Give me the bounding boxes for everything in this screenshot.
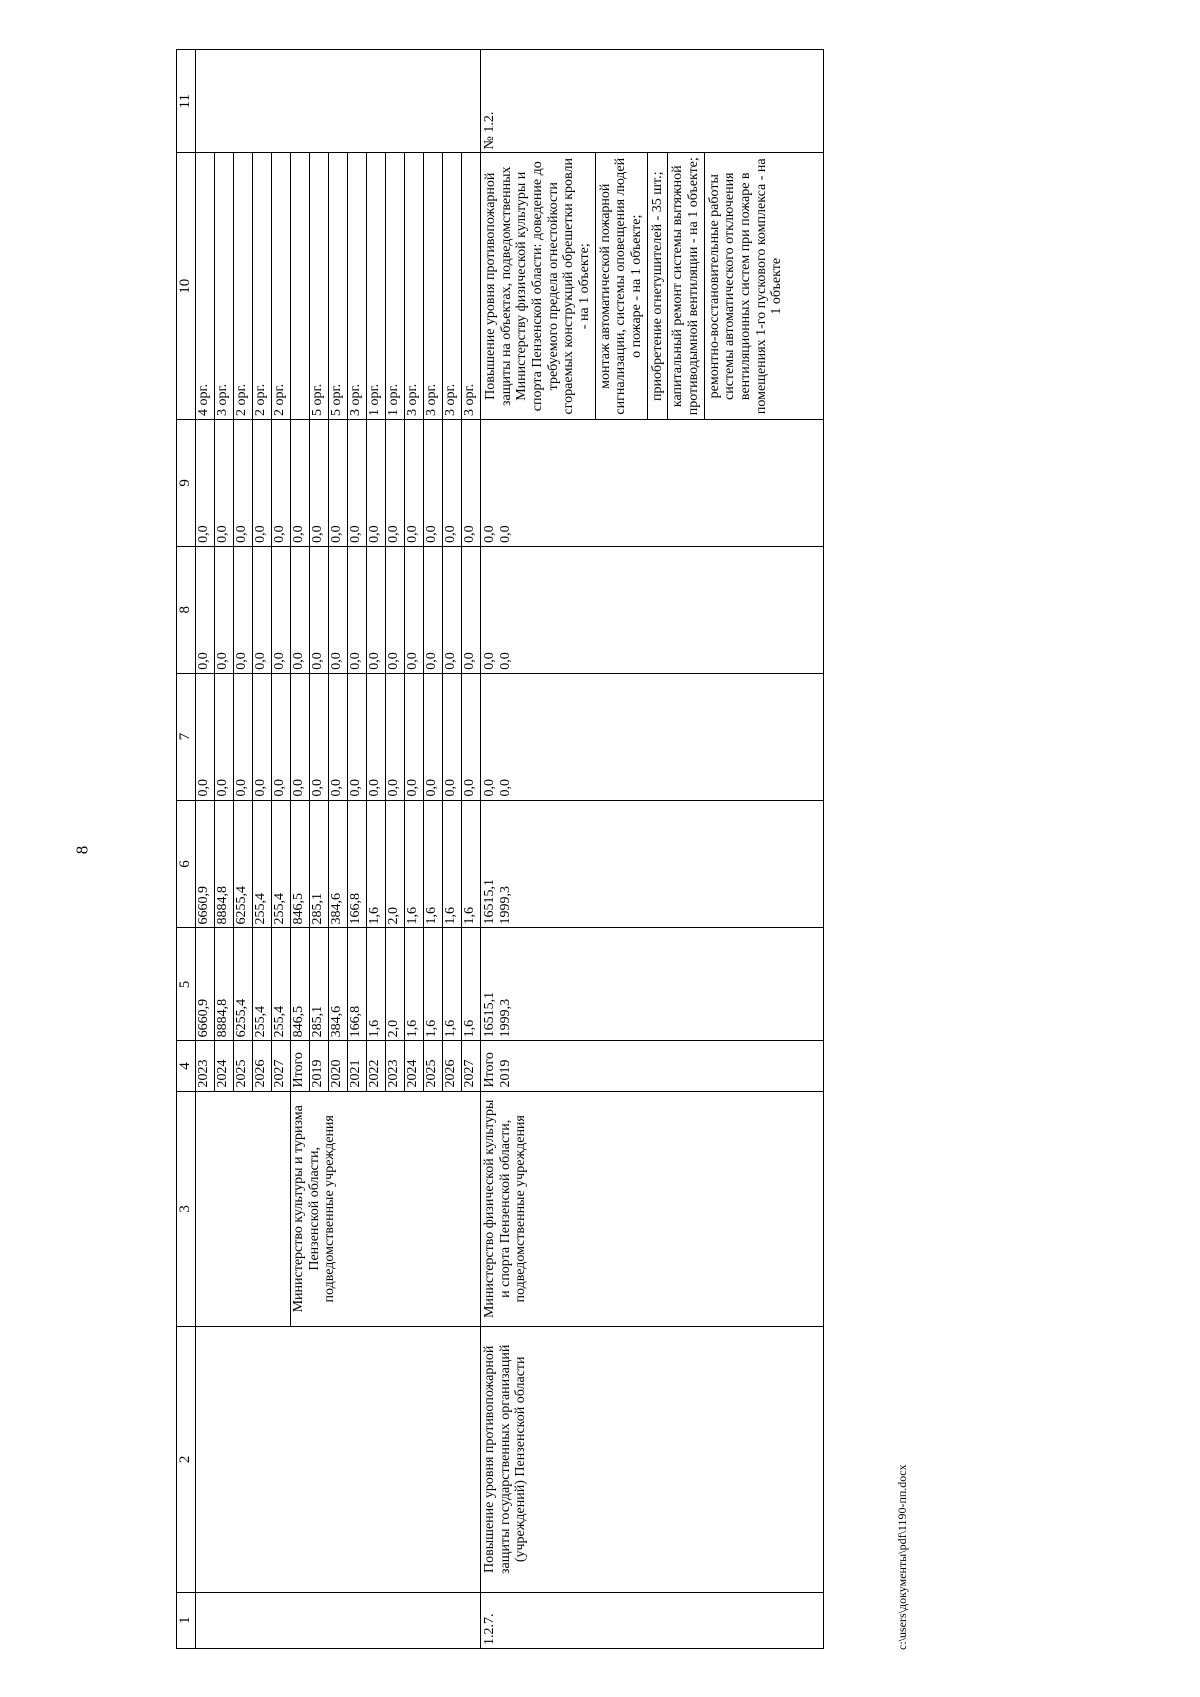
other-sources-cell: 0,0 [196, 420, 215, 547]
regional-budget-cell: 384,6 [329, 800, 348, 928]
indicator-cell: 1 орг. [367, 153, 386, 420]
local-budget-cell: 0,0 [443, 546, 462, 673]
local-budget-cell: 0,0 [234, 546, 253, 673]
total-cell: 255,4 [253, 928, 272, 1041]
year-cell: 2021 [348, 1041, 367, 1091]
total-cell: 1999,3 [497, 998, 513, 1038]
federal-budget-cell: 0,0 [348, 673, 367, 800]
other-sources-cell: 0,0 [310, 420, 329, 547]
year-cell: 2026 [253, 1041, 272, 1091]
year-cell: 2019 [497, 1059, 513, 1088]
total-cell-group [481, 928, 824, 1041]
total-cell: 166,8 [348, 928, 367, 1041]
executor-cell [196, 1091, 291, 1327]
local-budget-cell: 0,0 [497, 652, 513, 670]
other-sources-cell: 0,0 [482, 525, 497, 543]
target-cell [196, 50, 481, 154]
total-cell: 846,5 [291, 928, 310, 1041]
federal-budget-cell: 0,0 [196, 673, 215, 800]
regional-budget-cell: 6660,9 [196, 800, 215, 928]
federal-budget-cell: 0,0 [424, 673, 443, 800]
local-budget-cell: 0,0 [291, 546, 310, 673]
rotated-table-frame [176, 49, 1116, 1649]
footer-file-path: c:\users\документы\pdf\1190-пп.docx [895, 1464, 909, 1650]
regional-budget-cell: 1,6 [367, 800, 386, 928]
year-cell: 2026 [443, 1041, 462, 1091]
federal-budget-cell: 0,0 [482, 779, 497, 797]
header-cell: 6 [177, 800, 196, 928]
other-sources-cell: 0,0 [386, 420, 405, 547]
other-sources-cell-group [481, 420, 824, 547]
target-indicator-cell: № 1.2. [481, 50, 824, 154]
other-sources-cell: 0,0 [234, 420, 253, 547]
executor-cell: Министерство физической культуры и спорта Пензенской области, подведомственные учреждения [481, 1091, 824, 1327]
year-cell: 2023 [196, 1041, 215, 1091]
indicators-list [481, 154, 787, 420]
other-sources-cell: 0,0 [424, 420, 443, 547]
item-name-cell: Повышение уровня противопожарной защиты государственных организаций (учреждений) Пензенской области [481, 1327, 824, 1592]
indicator-item: Повышение уровня противопожарной защиты на объектах, подведомственных Министерству физической культуры и спорта Пензенской области: доведение до требуемого предела огнестойкости сгораемых конструкций обрешетки кровли - на 1 объекте; [483, 158, 593, 415]
indicator-cell: 3 орг. [215, 153, 234, 420]
table-row [196, 50, 215, 1649]
local-budget-cell: 0,0 [196, 546, 215, 673]
local-budget-cell: 0,0 [310, 546, 329, 673]
other-sources-cell: 0,0 [367, 420, 386, 547]
regional-budget-cell: 8884,8 [215, 800, 234, 928]
header-cell: 8 [177, 546, 196, 673]
name-cell [196, 1327, 481, 1592]
federal-budget-cell: 0,0 [462, 673, 481, 800]
year-cell: Итого [482, 1052, 497, 1088]
regional-budget-cell: 255,4 [253, 800, 272, 928]
indicator-item: приобретение огнетушителей - 35 шт.; [647, 154, 668, 420]
regional-budget-cell: 166,8 [348, 800, 367, 928]
local-budget-cell: 0,0 [348, 546, 367, 673]
indicator-cell: 5 орг. [329, 153, 348, 420]
executor-cell: Министерство культуры и туризма Пензенской области, подведомственные учреждения [291, 1091, 481, 1327]
indicators-cell [481, 153, 824, 420]
local-budget-cell: 0,0 [329, 546, 348, 673]
year-cell: 2025 [424, 1041, 443, 1091]
year-cell: 2022 [367, 1041, 386, 1091]
indicator-cell: 3 орг. [405, 153, 424, 420]
header-cell: 9 [177, 420, 196, 547]
indicator-cell: 4 орг. [196, 153, 215, 420]
other-sources-cell: 0,0 [253, 420, 272, 547]
local-budget-cell: 0,0 [367, 546, 386, 673]
total-cell: 1,6 [405, 928, 424, 1041]
other-sources-cell: 0,0 [329, 420, 348, 547]
federal-budget-cell: 0,0 [253, 673, 272, 800]
local-budget-cell: 0,0 [272, 546, 291, 673]
federal-budget-cell: 0,0 [386, 673, 405, 800]
regional-budget-cell-group [481, 800, 824, 928]
other-sources-cell: 0,0 [215, 420, 234, 547]
other-sources-cell: 0,0 [405, 420, 424, 547]
other-sources-cell: 0,0 [291, 420, 310, 547]
federal-budget-cell: 0,0 [272, 673, 291, 800]
header-cell: 3 [177, 1091, 196, 1327]
indicator-cell: 2 орг. [272, 153, 291, 420]
other-sources-cell: 0,0 [443, 420, 462, 547]
program-table [176, 49, 824, 1649]
regional-budget-cell: 1,6 [405, 800, 424, 928]
item-number-cell: 1.2.7. [481, 1592, 824, 1648]
federal-budget-cell: 0,0 [215, 673, 234, 800]
total-cell: 255,4 [272, 928, 291, 1041]
header-cell: 4 [177, 1041, 196, 1091]
table-row [481, 50, 824, 1649]
year-cell-group [481, 1041, 824, 1091]
regional-budget-cell: 1999,3 [497, 885, 513, 925]
table-body [177, 50, 824, 1649]
other-sources-cell: 0,0 [272, 420, 291, 547]
local-budget-cell: 0,0 [482, 652, 497, 670]
local-budget-cell: 0,0 [405, 546, 424, 673]
local-budget-cell: 0,0 [462, 546, 481, 673]
federal-budget-cell: 0,0 [497, 779, 513, 797]
indicator-item: капитальный ремонт системы вытяжной противодымной вентиляции - на 1 объекте; [668, 154, 704, 420]
number-cell [196, 1592, 481, 1648]
year-cell: 2024 [215, 1041, 234, 1091]
year-cell: 2020 [329, 1041, 348, 1091]
total-cell: 16515,1 [482, 991, 497, 1038]
indicator-item: монтаж автоматической пожарной сигнализации, системы оповещения людей о пожаре - на 1 объекте; [595, 154, 647, 420]
total-cell: 1,6 [424, 928, 443, 1041]
other-sources-cell: 0,0 [462, 420, 481, 547]
regional-budget-cell: 2,0 [386, 800, 405, 928]
total-cell: 2,0 [386, 928, 405, 1041]
indicator-cell: 3 орг. [424, 153, 443, 420]
local-budget-cell-group [481, 546, 824, 673]
local-budget-cell: 0,0 [386, 546, 405, 673]
indicator-cell: 3 орг. [348, 153, 367, 420]
total-cell: 6660,9 [196, 928, 215, 1041]
regional-budget-cell: 1,6 [424, 800, 443, 928]
indicator-cell: 3 орг. [443, 153, 462, 420]
header-cell: 10 [177, 153, 196, 420]
year-cell: 2027 [462, 1041, 481, 1091]
total-cell: 1,6 [462, 928, 481, 1041]
header-cell: 11 [177, 50, 196, 154]
federal-budget-cell: 0,0 [443, 673, 462, 800]
local-budget-cell: 0,0 [424, 546, 443, 673]
year-cell: 2023 [386, 1041, 405, 1091]
year-cell: 2019 [310, 1041, 329, 1091]
indicator-cell: 3 орг. [462, 153, 481, 420]
federal-budget-cell: 0,0 [310, 673, 329, 800]
federal-budget-cell: 0,0 [329, 673, 348, 800]
regional-budget-cell: 16515,1 [482, 878, 497, 925]
total-cell: 6255,4 [234, 928, 253, 1041]
local-budget-cell: 0,0 [253, 546, 272, 673]
indicator-cell: 2 орг. [253, 153, 272, 420]
indicator-cell: 2 орг. [234, 153, 253, 420]
federal-budget-cell: 0,0 [234, 673, 253, 800]
federal-budget-cell: 0,0 [291, 673, 310, 800]
federal-budget-cell: 0,0 [367, 673, 386, 800]
year-cell: Итого [291, 1041, 310, 1091]
header-row [177, 50, 196, 1649]
total-cell: 1,6 [443, 928, 462, 1041]
local-budget-cell: 0,0 [215, 546, 234, 673]
federal-budget-cell: 0,0 [405, 673, 424, 800]
page-number: 8 [72, 845, 92, 855]
year-cell: 2024 [405, 1041, 424, 1091]
total-cell: 8884,8 [215, 928, 234, 1041]
regional-budget-cell: 285,1 [310, 800, 329, 928]
regional-budget-cell: 1,6 [443, 800, 462, 928]
indicator-cell: 5 орг. [310, 153, 329, 420]
other-sources-cell: 0,0 [497, 525, 513, 543]
other-sources-cell: 0,0 [348, 420, 367, 547]
total-cell: 1,6 [367, 928, 386, 1041]
header-cell: 7 [177, 673, 196, 800]
header-cell: 5 [177, 928, 196, 1041]
federal-budget-cell-group [481, 673, 824, 800]
total-cell: 285,1 [310, 928, 329, 1041]
indicator-cell [291, 153, 310, 420]
year-cell: 2025 [234, 1041, 253, 1091]
year-cell: 2027 [272, 1041, 291, 1091]
regional-budget-cell: 255,4 [272, 800, 291, 928]
header-cell: 1 [177, 1592, 196, 1648]
regional-budget-cell: 6255,4 [234, 800, 253, 928]
regional-budget-cell: 1,6 [462, 800, 481, 928]
header-cell: 2 [177, 1327, 196, 1592]
regional-budget-cell: 846,5 [291, 800, 310, 928]
indicator-item: ремонтно-восстановительные работы системы автоматического отключения вентиляционных систем при пожаре в помещениях 1-го пускового комплекса - на 1 объекте [704, 154, 787, 420]
indicator-cell: 1 орг. [386, 153, 405, 420]
total-cell: 384,6 [329, 928, 348, 1041]
